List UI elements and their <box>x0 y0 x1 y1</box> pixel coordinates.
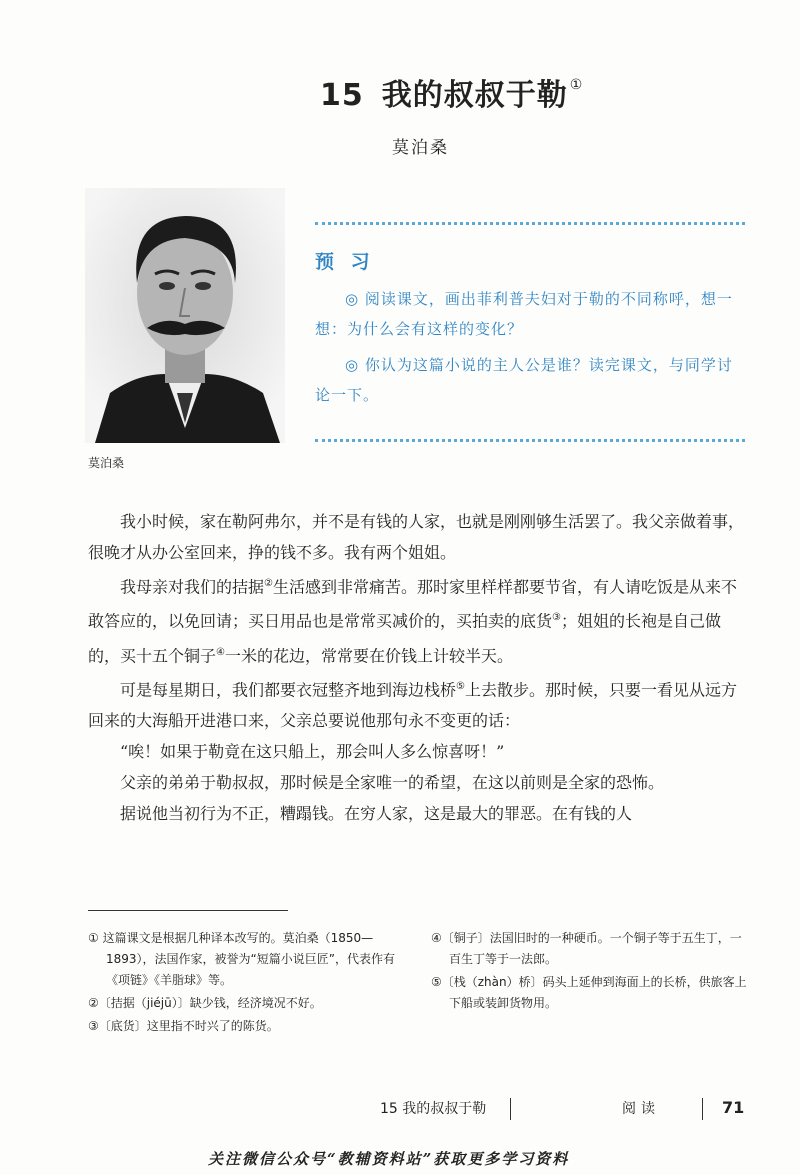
paragraph: 可是每星期日，我们都要衣冠整齐地到海边栈桥⑤上去散步。那时候，只要一看见从远方回来的大海船开进港口来，父亲总要说他那句永不变更的话： <box>88 680 737 731</box>
paragraph: “唉！如果于勒竟在这只船上，那会叫人多么惊喜呀！” <box>120 742 505 762</box>
portrait-caption: 莫泊桑 <box>88 456 125 470</box>
footnote-divider <box>88 910 288 911</box>
footnote: ④〔铜子〕法国旧时的一种硬币。一个铜子等于五生丁，一百生丁等于一法郎。 <box>431 931 742 966</box>
paragraph: 父亲的弟弟于勒叔叔，那时候是全家唯一的希望，在这以前则是全家的恐怖。 <box>120 773 665 793</box>
footnote-mark: ④ <box>216 646 225 658</box>
footnotes-left-column <box>88 928 408 1039</box>
footnote-mark: ③ <box>552 612 561 624</box>
preview-item: ◎ 你认为这篇小说的主人公是谁？读完课文，与同学讨论一下。 <box>315 356 733 404</box>
paragraph: 据说他当初行为不正，糟蹋钱。在穷人家，这是最大的罪恶。在有钱的人 <box>120 804 633 824</box>
lesson-title-text: 我的叔叔于勒 <box>381 78 568 113</box>
watermark-text: 关注微信公众号“教辅资料站”获取更多学习资料 <box>208 1150 570 1168</box>
footnote: ① 这篇课文是根据几种译本改写的。莫泊桑（1850—1893），法国作家，被誉为“短篇小说巨匠”，代表作有《项链》《羊脂球》等。 <box>88 931 395 987</box>
paragraph: 我小时候，家在勒阿弗尔，并不是有钱的人家，也就是刚刚够生活罢了。我父亲做着事，很晚才从办公室回来，挣的钱不多。我有两个姐姐。 <box>88 512 745 562</box>
footnote-mark: ⑤ <box>456 680 465 692</box>
footnotes-right-column <box>431 928 748 1016</box>
author-portrait <box>85 188 285 443</box>
page-number: 71 <box>722 1098 745 1117</box>
footnote-mark: ② <box>264 578 273 589</box>
footer-chapter: 15 我的叔叔于勒 <box>380 1101 487 1117</box>
lesson-number: 15 <box>320 78 364 113</box>
lesson-title <box>320 70 583 114</box>
paragraph: 我母亲对我们的拮据②生活感到非常痛苦。那时家里样样都要节省，有人请吃饭是从来不敢答应的，以免回请；买日用品也是常常买减价的，买拍卖的底货③；姐姐的长袍是自己做的，买十五个铜子④一米的花边，常常要在价钱上计较半天。 <box>88 577 737 665</box>
preview-box <box>315 222 745 442</box>
footnote: ③〔底货〕这里指不时兴了的陈货。 <box>88 1019 279 1033</box>
footnote: ⑤〔栈（zhàn）桥〕码头上延伸到海面上的长桥，供旅客上下船或装卸货物用。 <box>431 975 747 1010</box>
preview-heading: 预 习 <box>315 251 375 273</box>
title-footnote-mark: ① <box>569 77 584 93</box>
preview-item: ◎ 阅读课文，画出菲利普夫妇对于勒的不同称呼，想一想：为什么会有这样的变化？ <box>315 290 733 338</box>
footnote: ②〔拮据（jiéjū）〕缺少钱，经济境况不好。 <box>88 996 322 1010</box>
main-text <box>88 506 744 829</box>
footer-divider <box>510 1098 511 1120</box>
footer-section: 阅读 <box>622 1101 660 1117</box>
footer-divider <box>702 1098 703 1120</box>
author-name: 莫泊桑 <box>392 138 449 158</box>
